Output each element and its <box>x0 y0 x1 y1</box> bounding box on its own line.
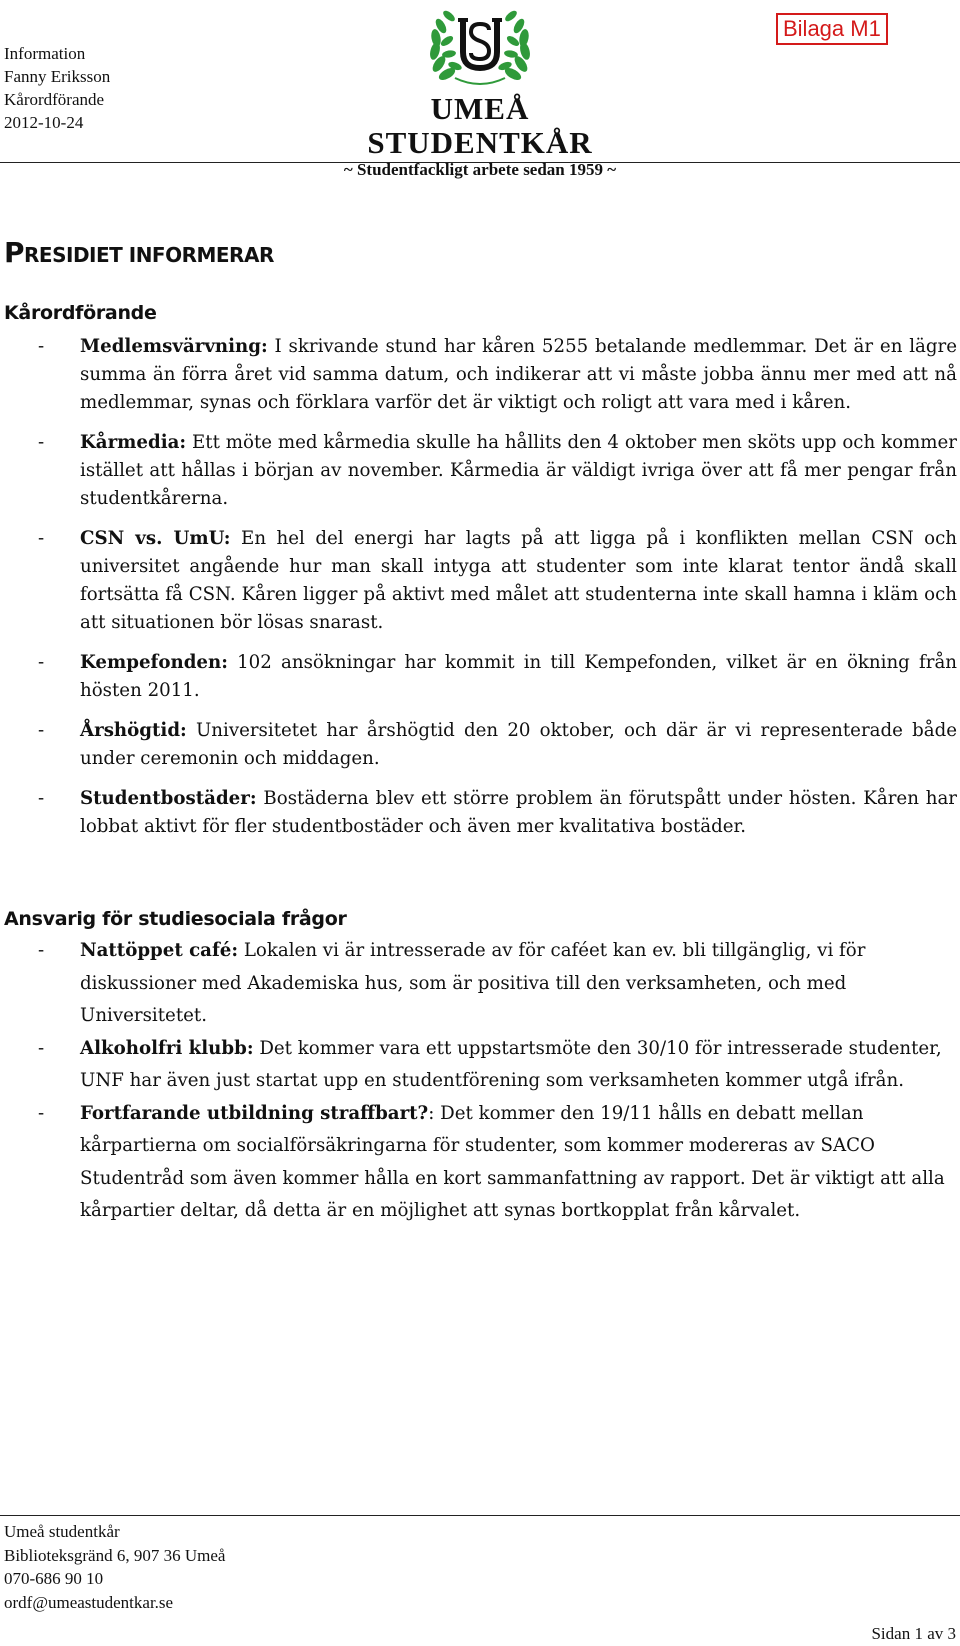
list-item <box>0 649 957 705</box>
item-text: 102 ansökningar har kommit in till Kempefonden, vilket är en ökning från hösten 2011. <box>80 652 957 701</box>
footer-org: Umeå studentkår <box>4 1522 120 1541</box>
section-list-social <box>0 935 957 1228</box>
footer-phone: 070-686 90 10 <box>4 1569 104 1588</box>
item-lead: Alkoholfri klubb: <box>80 1037 254 1059</box>
item-text: Universitetet har årshögtid den 20 oktober, och där är vi representerade både under ceremonin och middagen. <box>80 720 957 769</box>
list-item <box>0 1033 957 1098</box>
item-text: Lokalen vi är intresserade av för caféet kan ev. bli tillgänglig, vi för diskussioner med Akademiska hus, som är positiva till den verksamheten, och med Universitetet. <box>80 940 866 1026</box>
section-heading-chair: Kårordförande <box>4 302 157 324</box>
page-title <box>4 236 274 269</box>
item-text: Bostäderna blev ett större problem än förutspått under hösten. Kåren har lobbat aktivt för fler studentbostäder och även mer kvalitativa bostäder. <box>80 788 957 837</box>
item-lead: Kempefonden: <box>80 652 228 673</box>
item-lead: Nattöppet café: <box>80 940 239 961</box>
page-title-initial: P <box>4 236 25 269</box>
document-meta <box>4 42 110 134</box>
brand-tagline: ~ Studentfackligt arbete sedan 1959 ~ <box>343 160 617 179</box>
list-item <box>0 525 957 637</box>
header-divider <box>0 162 960 163</box>
footer-divider <box>0 1515 960 1516</box>
meta-date: 2012-10-24 <box>4 113 84 132</box>
list-item <box>0 935 957 1033</box>
brand-block <box>320 4 640 180</box>
item-text: En hel del energi har lagts på att ligga på i konflikten mellan CSN och universitet angående hur man skall intyga att studenter som inte klarat tentor ändå skall fortsätta få CSN. Kåren ligger på aktivt med målet att studenterna inte skall hamna i kläm och att situationen bör lösas snarast. <box>80 528 957 633</box>
section-list-chair <box>0 333 957 853</box>
section-heading-social: Ansvarig för studiesociala frågor <box>4 908 347 930</box>
meta-role: Kårordförande <box>4 90 105 109</box>
item-lead: CSN vs. UmU: <box>80 528 231 549</box>
page-title-rest: RESIDIET INFORMERAR <box>24 243 274 267</box>
item-lead: Studentbostäder: <box>80 788 257 809</box>
page-number: Sidan 1 av 3 <box>871 1624 956 1643</box>
footer-street: Biblioteksgränd 6, 907 36 Umeå <box>4 1545 226 1565</box>
item-lead: Årshögtid: <box>80 720 187 741</box>
list-item <box>0 717 957 773</box>
item-text: Det kommer vara ett uppstartsmöte den 30/10 för intresserade studenter, UNF har även just startat upp en studentförening som verksamheten kommer utgå ifrån. <box>80 1037 942 1091</box>
list-item <box>0 333 957 417</box>
footer-email: ordf@umeastudentkar.se <box>4 1592 174 1612</box>
item-text: : Det kommer den 19/11 hålls en debatt mellan kårpartierna om socialförsäkringarna för studenter, som kommer modereras av SACO Studentråd som även kommer hålla en kort sammanfattning av rapport. Det är viktigt att alla kårpartier deltar, då detta är en möjlighet att synas bortkopplat från kårvalet. <box>80 1102 945 1221</box>
item-lead: Fortfarande utbildning straffbart? <box>80 1102 429 1124</box>
list-item <box>0 429 957 513</box>
brand-name: UMEÅ STUDENTKÅR <box>367 91 593 160</box>
item-text: I skrivande stund har kåren 5255 betalande medlemmar. Det är en lägre summa än förra året vid samma datum, och indikerar att vi måste jobba ännu mer med att nå medlemmar, synas och förklara varför det är viktigt och roligt att vara med i kåren. <box>80 336 957 413</box>
list-item <box>0 785 957 841</box>
item-lead: Kårmedia: <box>80 432 187 453</box>
us-laurel-logo-icon <box>425 4 535 90</box>
appendix-label: Bilaga M1 <box>776 13 888 45</box>
item-lead: Medlemsvärvning: <box>80 336 268 357</box>
meta-type: Information <box>4 44 86 63</box>
item-text: Ett möte med kårmedia skulle ha hållits den 4 oktober men sköts upp och kommer istället att hållas i början av november. Kårmedia är väldigt ivriga över att få mer pengar från studentkårerna. <box>80 432 957 509</box>
list-item <box>0 1098 957 1228</box>
meta-author: Fanny Eriksson <box>4 67 111 86</box>
footer-address <box>4 1520 225 1614</box>
